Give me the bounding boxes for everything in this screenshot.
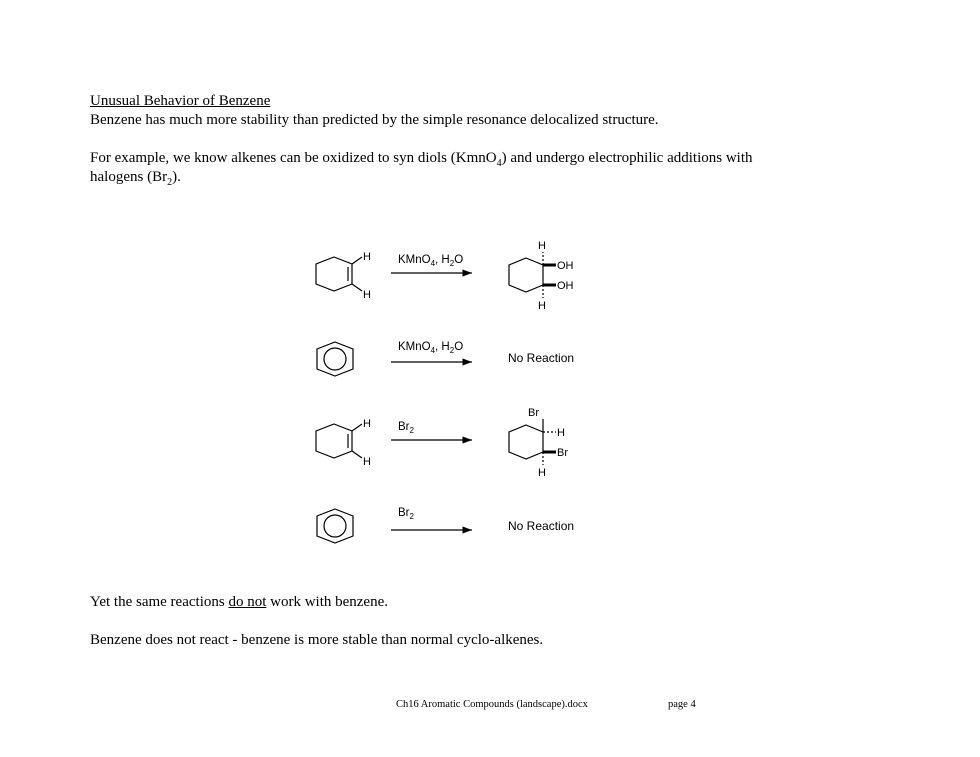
example-line1-sub: 4 — [496, 158, 502, 169]
reaction2-reagent: KMnO$_4$, $H_2O$ — [398, 341, 464, 355]
benzene-reactant-2 — [317, 342, 353, 376]
reaction3-reagent: $Br_2$ — [398, 421, 414, 435]
conclusion-2: Benzene does not react - benzene is more stable than normal cyclo-alkenes. — [90, 632, 544, 648]
reactant3-h-top: H — [363, 418, 371, 430]
cyclohexene-reactant-3 — [316, 418, 371, 468]
conclusion1-pre: Yet the same reactions — [90, 594, 229, 610]
example-line1-pre: For example, we know alkenes can be oxidized to syn diols (KmnO — [90, 150, 497, 166]
intro-text: Benzene has much more stability than predicted by the simple resonance delocalized structure. — [90, 112, 659, 128]
example-line2-post: ). — [172, 169, 181, 185]
conclusion-1 — [90, 593, 388, 611]
reaction-4 — [317, 507, 574, 543]
reaction-3 — [316, 407, 568, 479]
syn-diol-product — [509, 240, 574, 312]
reactant1-h-bottom: H — [363, 289, 371, 301]
reaction2-no-reaction: No Reaction — [508, 351, 575, 365]
reaction4-no-reaction: No Reaction — [508, 519, 575, 533]
product3-br-top: Br — [528, 407, 539, 419]
footer-page-number: page 4 — [668, 699, 696, 710]
product3-h-bottom: H — [538, 467, 546, 479]
example-line1-post: ) and undergo electrophilic additions with — [501, 150, 753, 166]
product1-oh-top: OH — [557, 260, 574, 272]
product1-oh-bottom: OH — [557, 280, 574, 292]
conclusion1-post: work with benzene. — [266, 594, 389, 610]
product1-h-top: H — [538, 240, 546, 252]
page-heading: Unusual Behavior of Benzene — [90, 93, 271, 109]
product1-h-bottom: H — [538, 300, 546, 312]
footer-filename: Ch16 Aromatic Compounds (landscape).docx — [396, 699, 588, 710]
benzene-reactant-4 — [317, 509, 353, 543]
product3-br: Br — [557, 447, 568, 459]
reaction-1 — [316, 240, 574, 312]
cyclohexene-reactant-1 — [316, 251, 371, 301]
reaction4-reagent: $Br_2$ — [398, 507, 414, 521]
reactant3-h-bottom: H — [363, 456, 371, 468]
example-line2-sub: 2 — [167, 177, 173, 188]
example-line2-pre: halogens (Br — [90, 169, 168, 185]
conclusion1-underlined: do not — [228, 594, 267, 610]
dibromide-product — [509, 407, 568, 479]
reaction1-reagent: KMnO$_4$, $H_2O$ — [398, 254, 464, 268]
reaction-2 — [317, 341, 574, 376]
product3-h: H — [557, 427, 565, 439]
reactant1-h-top: H — [363, 251, 371, 263]
